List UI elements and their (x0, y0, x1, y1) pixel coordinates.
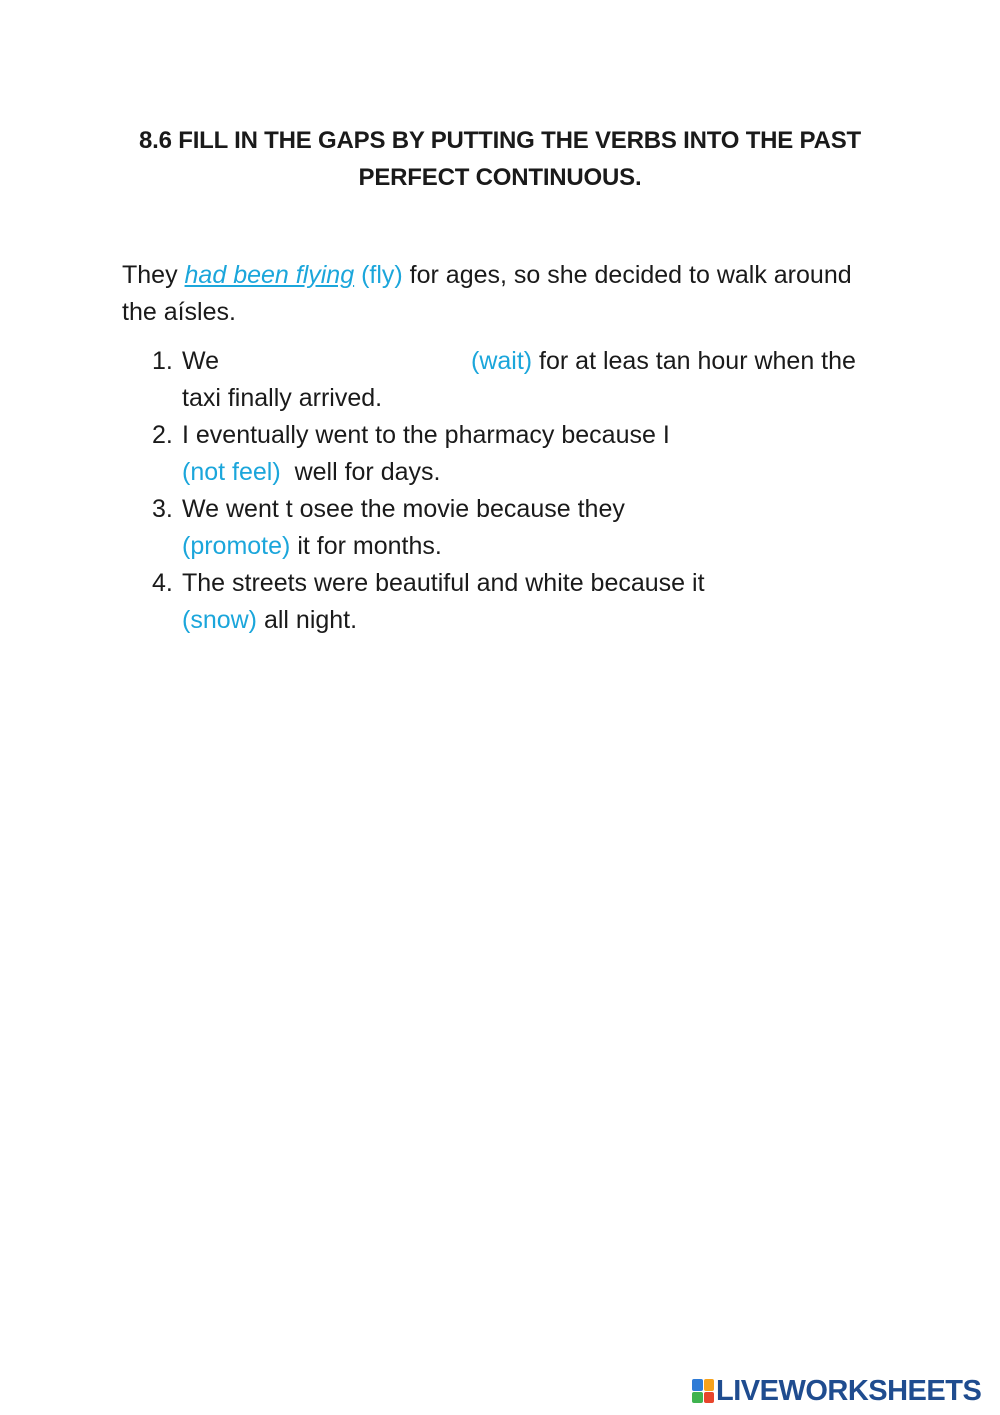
verb-hint: (snow) (182, 606, 258, 634)
exercise-text-after: all night. (257, 606, 358, 634)
exercise-item-4 (122, 565, 882, 639)
example-text-after: for ages, so she decided to walk around the aísles. (122, 261, 852, 326)
exercise-text-before: I eventually went to the pharmacy because I (182, 421, 677, 449)
exercise-number: 1. (152, 347, 173, 375)
example-answer: had been flying (184, 261, 355, 289)
example-verb-hint: (fly) (361, 261, 403, 289)
exercise-text-before: The streets were beautiful and white because it (182, 569, 712, 597)
exercise-number: 4. (152, 569, 173, 597)
logo-square (692, 1379, 703, 1391)
answer-gap[interactable] (226, 368, 471, 369)
exercise-text-before: We went t osee the movie because they (182, 495, 632, 523)
logo-square (692, 1392, 703, 1404)
exercise-list (122, 343, 882, 639)
verb-hint: (wait) (471, 347, 533, 375)
verb-hint: (promote) (182, 532, 291, 560)
liveworksheets-logo (692, 1374, 981, 1408)
page-title: 8.6 FILL IN THE GAPS BY PUTTING THE VERBS INTO THE PAST PERFECT CONTINUOUS. (139, 127, 861, 191)
logo-mark-icon (692, 1379, 714, 1403)
logo-square (704, 1379, 715, 1391)
example-text-before: They (122, 261, 185, 289)
logo-square (704, 1392, 715, 1404)
exercise-item-1 (122, 343, 882, 417)
verb-hint: (not feel) (182, 458, 281, 486)
exercise-text-after: for at leas tan hour when the taxi finally arrived. (182, 347, 856, 412)
exercise-item-3 (122, 491, 882, 565)
exercise-text-after: well for days. (280, 458, 441, 486)
exercise-number: 3. (152, 495, 173, 523)
exercise-number: 2. (152, 421, 173, 449)
example-sentence (122, 257, 882, 331)
exercise-item-2 (122, 417, 882, 491)
exercise-text-after: it for months. (290, 532, 442, 560)
logo-text: LIVEWORKSHEETS (716, 1374, 982, 1407)
exercise-text-before: We (182, 347, 226, 375)
